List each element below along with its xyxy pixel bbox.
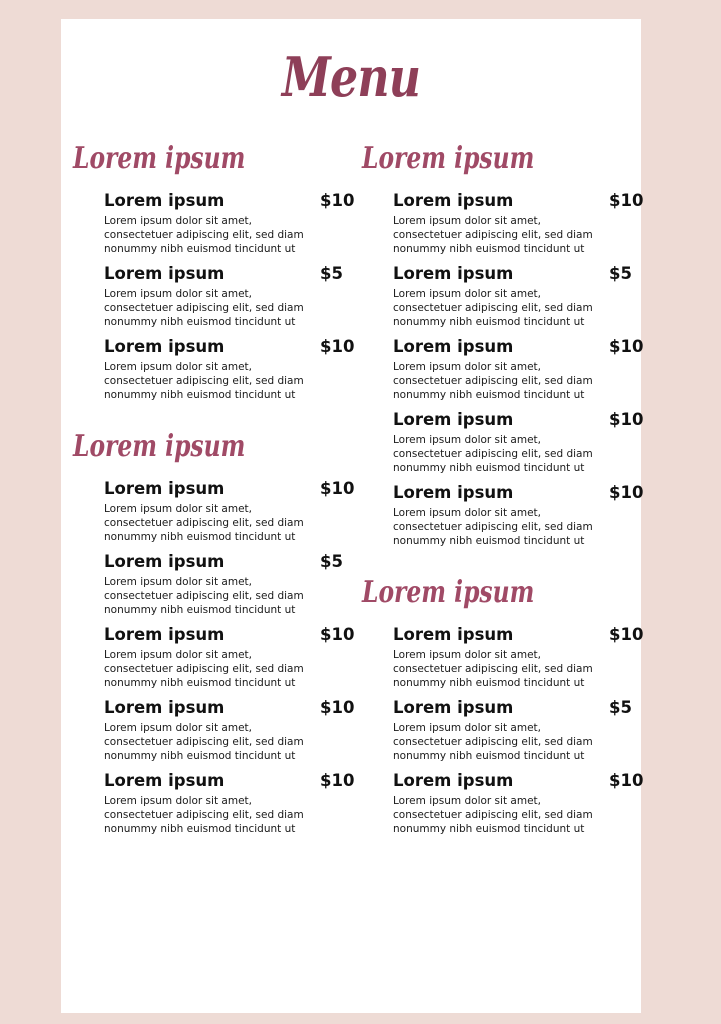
item-name: Lorem ipsum: [104, 264, 225, 283]
item-price: $10: [320, 698, 355, 717]
item-description-line: consectetuer adipiscing elit, sed diam: [104, 375, 304, 387]
item-description-line: consectetuer adipiscing elit, sed diam: [104, 229, 304, 241]
item-description-line: Lorem ipsum dolor sit amet,: [393, 361, 541, 373]
item-description-line: Lorem ipsum dolor sit amet,: [393, 507, 541, 519]
item-price: $10: [609, 771, 644, 790]
item-description-line: Lorem ipsum dolor sit amet,: [393, 434, 541, 446]
item-description: [393, 506, 593, 548]
item-description: [393, 794, 593, 836]
item-description-line: consectetuer adipiscing elit, sed diam: [104, 663, 304, 675]
item-description-line: consectetuer adipiscing elit, sed diam: [104, 590, 304, 602]
item-description-line: consectetuer adipiscing elit, sed diam: [104, 517, 304, 529]
item-name: Lorem ipsum: [393, 483, 514, 502]
item-description-line: consectetuer adipiscing elit, sed diam: [393, 375, 593, 387]
item-description: [104, 794, 304, 836]
item-price: $10: [609, 483, 644, 502]
item-name: Lorem ipsum: [393, 337, 514, 356]
item-description: [393, 648, 593, 690]
item-description-line: nonummy nibh euismod tincidunt ut: [393, 462, 585, 474]
item-description-line: Lorem ipsum dolor sit amet,: [393, 795, 541, 807]
item-description-line: consectetuer adipiscing elit, sed diam: [393, 302, 593, 314]
item-description: [104, 287, 304, 329]
item-name: Lorem ipsum: [393, 698, 514, 717]
item-description-line: consectetuer adipiscing elit, sed diam: [393, 448, 593, 460]
item-price: $5: [320, 264, 343, 283]
item-description-line: Lorem ipsum dolor sit amet,: [104, 576, 252, 588]
item-description-line: nonummy nibh euismod tincidunt ut: [104, 750, 296, 762]
item-description-line: Lorem ipsum dolor sit amet,: [393, 288, 541, 300]
item-description: [104, 721, 304, 763]
item-description-line: consectetuer adipiscing elit, sed diam: [104, 736, 304, 748]
item-name: Lorem ipsum: [104, 191, 225, 210]
item-description-line: Lorem ipsum dolor sit amet,: [104, 795, 252, 807]
item-name: Lorem ipsum: [104, 771, 225, 790]
item-description-line: consectetuer adipiscing elit, sed diam: [393, 663, 593, 675]
item-description-line: consectetuer adipiscing elit, sed diam: [393, 521, 593, 533]
item-description: [393, 433, 593, 475]
item-description: [393, 360, 593, 402]
item-price: $5: [609, 264, 632, 283]
item-price: $10: [320, 771, 355, 790]
item-description-line: nonummy nibh euismod tincidunt ut: [393, 389, 585, 401]
item-name: Lorem ipsum: [393, 191, 514, 210]
menu-title: Menu: [281, 45, 421, 109]
item-description: [104, 502, 304, 544]
item-description-line: nonummy nibh euismod tincidunt ut: [393, 535, 585, 547]
item-name: Lorem ipsum: [104, 698, 225, 717]
section-title: Lorem ipsum: [362, 575, 535, 610]
item-description-line: Lorem ipsum dolor sit amet,: [104, 649, 252, 661]
item-description: [104, 575, 304, 617]
item-description-line: Lorem ipsum dolor sit amet,: [104, 288, 252, 300]
item-price: $5: [320, 552, 343, 571]
item-description-line: Lorem ipsum dolor sit amet,: [393, 649, 541, 661]
item-description-line: consectetuer adipiscing elit, sed diam: [104, 302, 304, 314]
item-price: $10: [320, 191, 355, 210]
item-description: [104, 360, 304, 402]
item-description-line: Lorem ipsum dolor sit amet,: [104, 722, 252, 734]
item-price: $10: [320, 479, 355, 498]
item-name: Lorem ipsum: [104, 337, 225, 356]
item-price: $10: [609, 191, 644, 210]
item-price: $5: [609, 698, 632, 717]
item-description-line: nonummy nibh euismod tincidunt ut: [104, 823, 296, 835]
item-price: $10: [320, 625, 355, 644]
item-description-line: consectetuer adipiscing elit, sed diam: [393, 736, 593, 748]
item-price: $10: [609, 337, 644, 356]
item-description-line: Lorem ipsum dolor sit amet,: [393, 722, 541, 734]
item-description: [393, 721, 593, 763]
item-description-line: nonummy nibh euismod tincidunt ut: [104, 316, 296, 328]
item-description-line: nonummy nibh euismod tincidunt ut: [104, 243, 296, 255]
item-description: [393, 287, 593, 329]
item-description: [104, 648, 304, 690]
item-name: Lorem ipsum: [393, 771, 514, 790]
item-description-line: consectetuer adipiscing elit, sed diam: [104, 809, 304, 821]
item-name: Lorem ipsum: [104, 625, 225, 644]
item-description-line: Lorem ipsum dolor sit amet,: [104, 503, 252, 515]
item-name: Lorem ipsum: [393, 410, 514, 429]
item-description-line: Lorem ipsum dolor sit amet,: [393, 215, 541, 227]
item-description-line: nonummy nibh euismod tincidunt ut: [393, 316, 585, 328]
item-description-line: nonummy nibh euismod tincidunt ut: [104, 677, 296, 689]
item-description-line: nonummy nibh euismod tincidunt ut: [393, 823, 585, 835]
item-description-line: nonummy nibh euismod tincidunt ut: [104, 531, 296, 543]
item-name: Lorem ipsum: [104, 479, 225, 498]
section-title: Lorem ipsum: [362, 141, 535, 176]
item-description-line: nonummy nibh euismod tincidunt ut: [104, 604, 296, 616]
section-title: Lorem ipsum: [73, 141, 246, 176]
section-title: Lorem ipsum: [73, 429, 246, 464]
item-description-line: nonummy nibh euismod tincidunt ut: [393, 750, 585, 762]
item-description-line: nonummy nibh euismod tincidunt ut: [104, 389, 296, 401]
item-name: Lorem ipsum: [104, 552, 225, 571]
item-description-line: consectetuer adipiscing elit, sed diam: [393, 809, 593, 821]
item-price: $10: [320, 337, 355, 356]
item-name: Lorem ipsum: [393, 625, 514, 644]
menu-sheet: [61, 19, 644, 1013]
item-price: $10: [609, 410, 644, 429]
item-description-line: nonummy nibh euismod tincidunt ut: [393, 677, 585, 689]
item-price: $10: [609, 625, 644, 644]
item-description-line: consectetuer adipiscing elit, sed diam: [393, 229, 593, 241]
item-description-line: nonummy nibh euismod tincidunt ut: [393, 243, 585, 255]
item-name: Lorem ipsum: [393, 264, 514, 283]
item-description: [104, 214, 304, 256]
item-description-line: Lorem ipsum dolor sit amet,: [104, 361, 252, 373]
item-description-line: Lorem ipsum dolor sit amet,: [104, 215, 252, 227]
item-description: [393, 214, 593, 256]
